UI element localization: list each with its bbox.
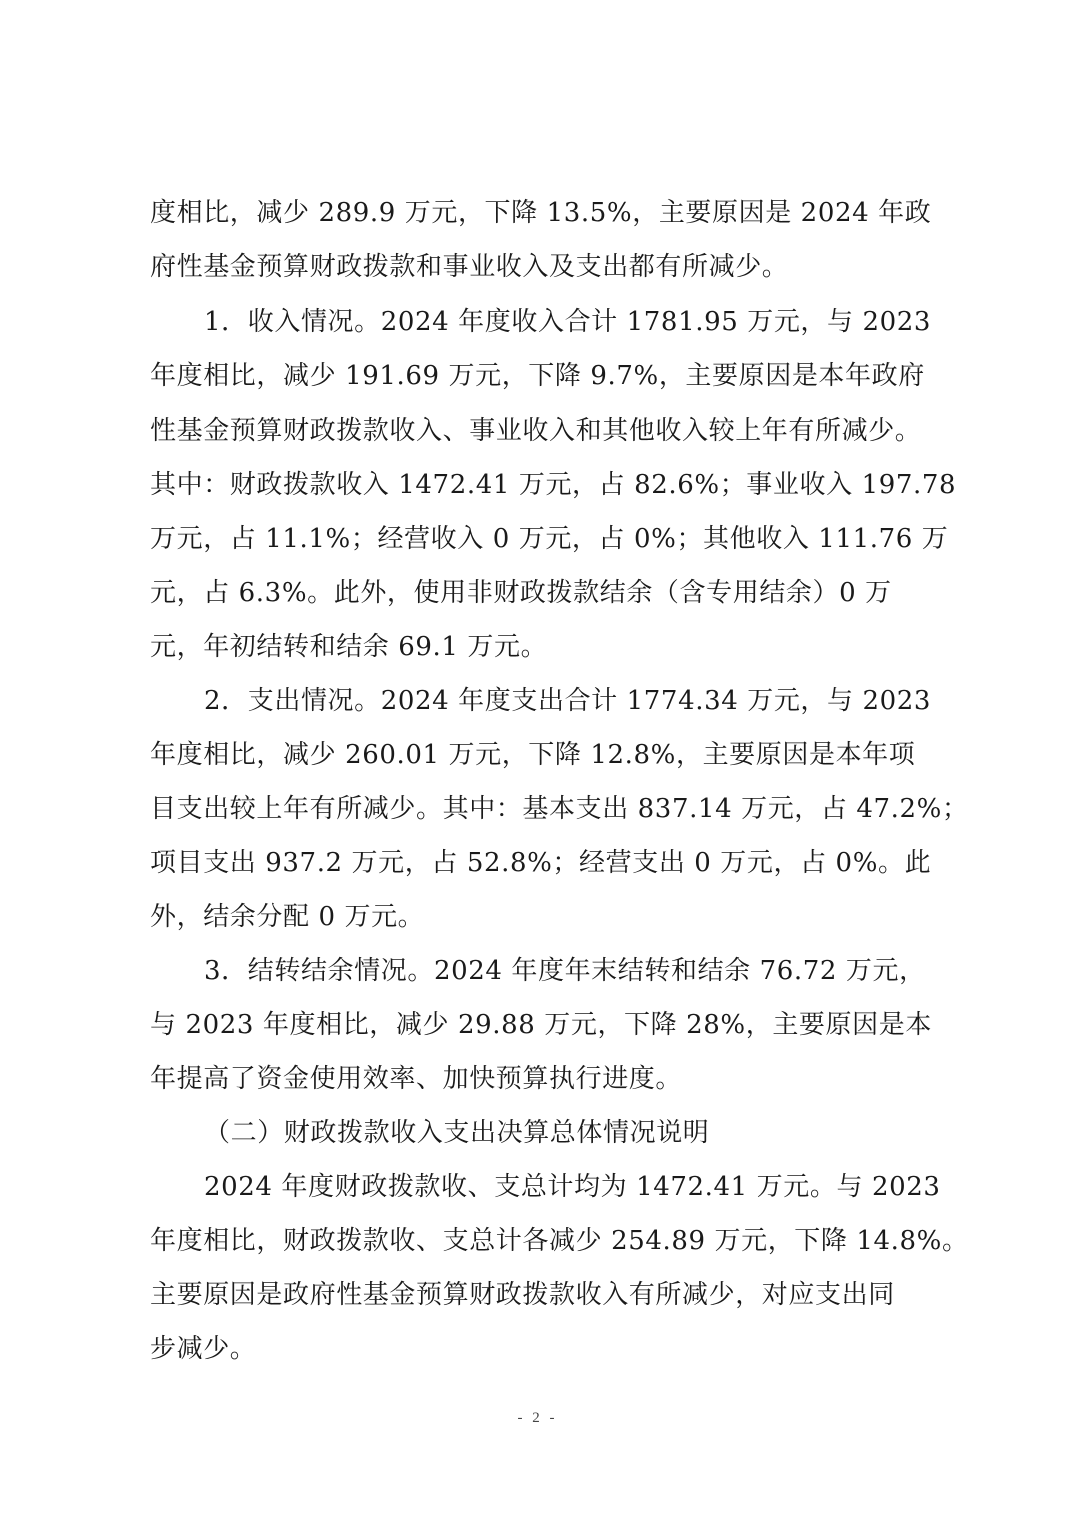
expenditure-section-line: 2．支出情况。2024 年度支出合计 1774.34 万元，与 2023 — [204, 686, 932, 716]
income-section-line: 1．收入情况。2024 年度收入合计 1781.95 万元，与 2023 — [204, 307, 932, 337]
paragraph-line: 外，结余分配 0 万元。 — [150, 902, 425, 932]
paragraph-line: 目支出较上年有所减少。其中：基本支出 837.14 万元，占 47.2%； — [150, 794, 969, 824]
paragraph-line: 项目支出 937.2 万元，占 52.8%；经营支出 0 万元，占 0%。此 — [150, 848, 932, 878]
page-number: - 2 - — [517, 1410, 558, 1426]
balance-section-line: 3．结转结余情况。2024 年度年末结转和结余 76.72 万元， — [204, 956, 926, 986]
paragraph-line: 度相比，减少 289.9 万元，下降 13.5%，主要原因是 2024 年政 — [150, 198, 932, 228]
paragraph-line: 年度相比，减少 191.69 万元，下降 9.7%，主要原因是本年政府 — [150, 361, 925, 391]
paragraph-line: 与 2023 年度相比，减少 29.88 万元，下降 28%，主要原因是本 — [150, 1010, 932, 1040]
section-heading: （二）财政拨款收入支出决算总体情况说明 — [204, 1118, 710, 1148]
paragraph-line: 年度相比，财政拨款收、支总计各减少 254.89 万元，下降 14.8%。 — [150, 1226, 969, 1256]
paragraph-line: 府性基金预算财政拨款和事业收入及支出都有所减少。 — [150, 252, 789, 282]
paragraph-line: 2024 年度财政拨款收、支总计均为 1472.41 万元。与 2023 — [204, 1172, 941, 1202]
paragraph-line: 万元，占 11.1%；经营收入 0 万元，占 0%；其他收入 111.76 万 — [150, 524, 949, 554]
paragraph-line: 年提高了资金使用效率、加快预算执行进度。 — [150, 1064, 683, 1094]
paragraph-line: 元，年初结转和结余 69.1 万元。 — [150, 632, 548, 662]
paragraph-line: 主要原因是政府性基金预算财政拨款收入有所减少，对应支出同 — [150, 1280, 895, 1310]
paragraph-line: 元，占 6.3%。此外，使用非财政拨款结余（含专用结余）0 万 — [150, 578, 892, 608]
paragraph-line: 性基金预算财政拨款收入、事业收入和其他收入较上年有所减少。 — [150, 416, 922, 446]
paragraph-line: 年度相比，减少 260.01 万元，下降 12.8%，主要原因是本年项 — [150, 740, 916, 770]
paragraph-line: 步减少。 — [150, 1334, 257, 1364]
paragraph-line: 其中：财政拨款收入 1472.41 万元，占 82.6%；事业收入 197.78 — [150, 470, 957, 500]
